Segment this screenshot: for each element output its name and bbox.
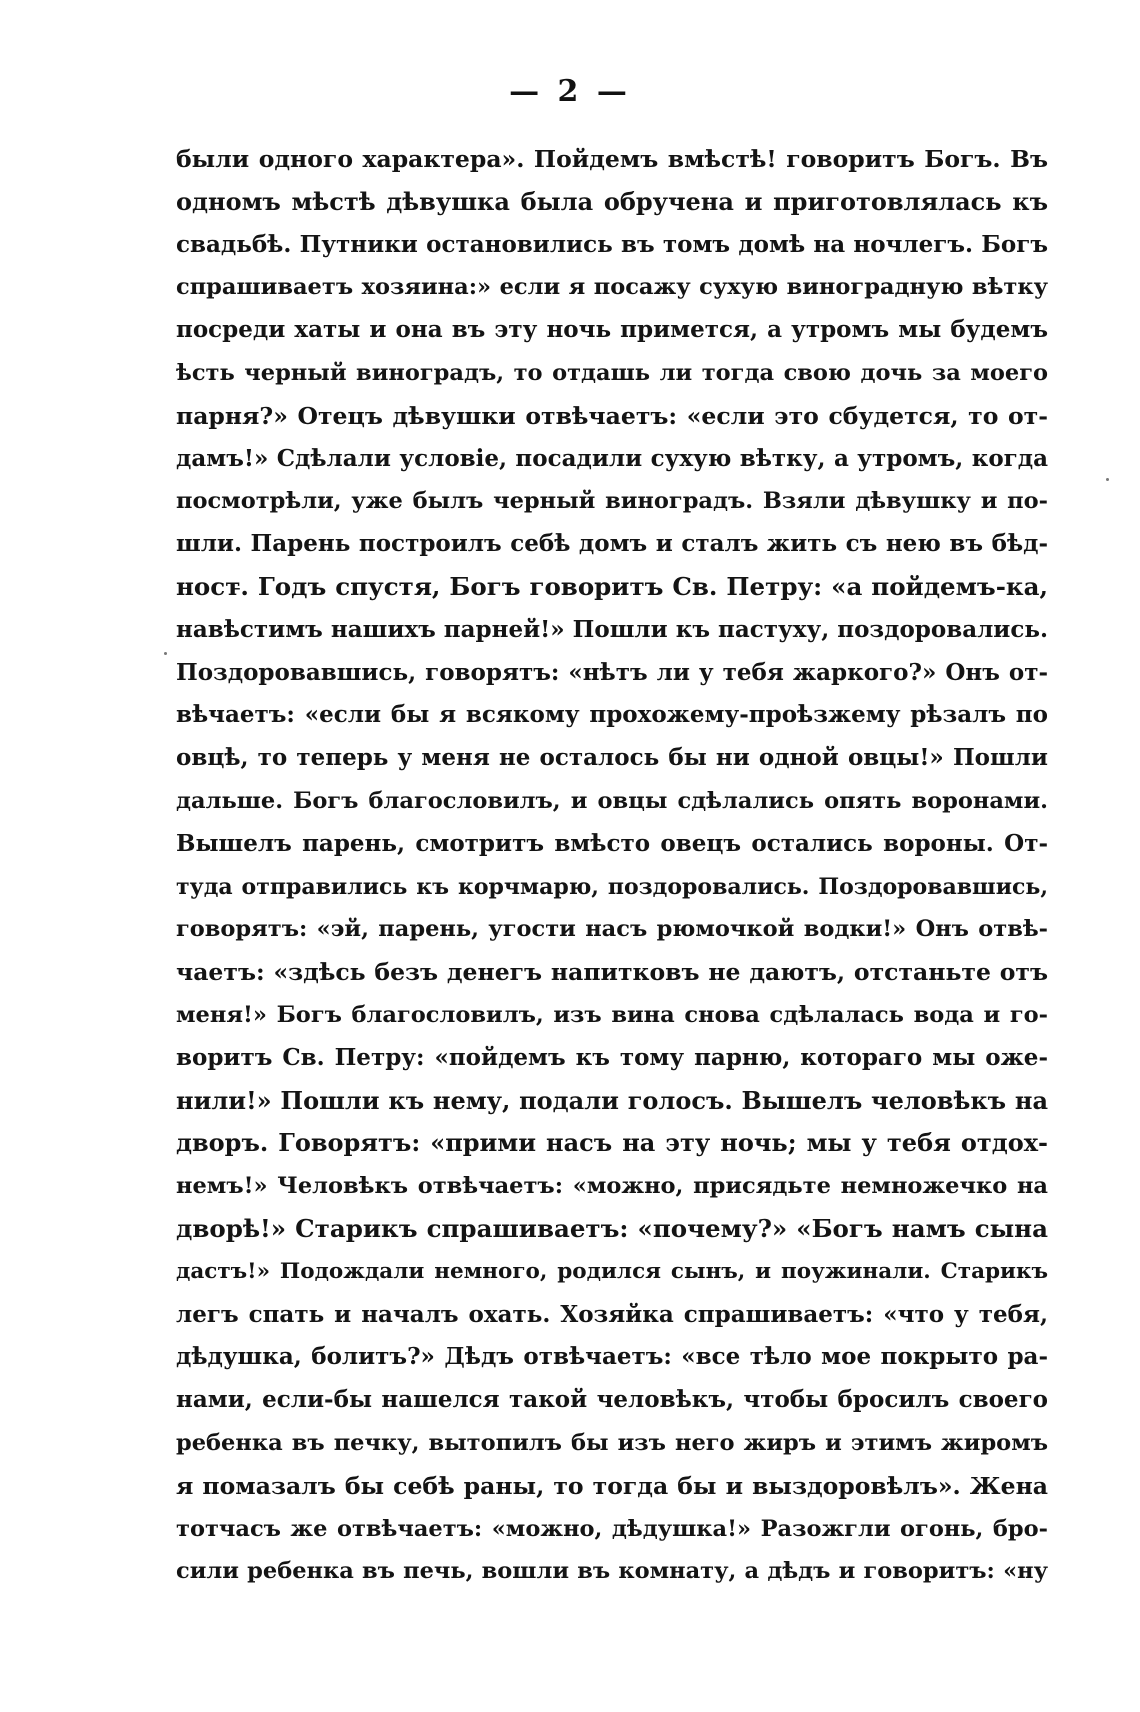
text-line: дальше. Богъ благословилъ, и овцы сдѣлались опять воронами.	[176, 787, 1048, 814]
text-line: меня!» Богъ благословилъ, изъ вина снова сдѣлалась вода и го-	[176, 1001, 1048, 1028]
text-line: посреди хаты и она въ эту ночь примется, а утромъ мы будемъ	[176, 316, 1048, 344]
page-number: — 2 —	[509, 74, 631, 109]
text-line: немъ!» Человѣкъ отвѣчаетъ: «можно, присядьте немножечко на	[176, 1173, 1048, 1200]
text-line: парня?» Отецъ дѣвушки отвѣчаетъ: «если это сбудется, то от-	[176, 401, 1048, 430]
text-line: спрашиваетъ хозяина:» если я посажу сухую виноградную вѣтку	[176, 274, 1048, 301]
margin-speck	[164, 652, 167, 655]
text-line: нили!» Пошли къ нему, подали голосъ. Вышелъ человѣкъ на	[176, 1085, 1048, 1115]
text-line: свадьбѣ. Путники остановились въ томъ домѣ на ночлегъ. Богъ	[176, 230, 1048, 258]
text-line: вѣчаетъ: «если бы я всякому прохожему-проѣзжему рѣзалъ по	[176, 701, 1048, 729]
text-line: воритъ Св. Петру: «пойдемъ къ тому парню, котораго мы оже-	[176, 1043, 1048, 1071]
text-line: ност̵. Годъ спустя, Богъ говоритъ Св. Петру: «а пойдемъ-ка,	[176, 571, 1048, 601]
margin-speck	[1106, 478, 1109, 481]
text-line: туда отправились къ корчмарю, поздоровались. Поздоровавшись,	[176, 873, 1048, 900]
text-line: легъ спать и началъ охать. Хозяйка спрашиваетъ: «что у тебя,	[176, 1300, 1048, 1328]
text-line: посмотрѣли, уже былъ черный виноградъ. Взяли дѣвушку и по-	[176, 488, 1048, 515]
text-line: нами, если-бы нашелся такой человѣкъ, чтобы бросилъ своего	[176, 1386, 1048, 1414]
body-text	[176, 138, 1048, 1593]
text-line: дворъ. Говорятъ: «прими насъ на эту ночь; мы у тебя отдох-	[176, 1128, 1048, 1158]
text-line: одномъ мѣстѣ дѣвушка была обручена и приготовлялась къ	[176, 186, 1048, 216]
text-line: Поздоровавшись, говорятъ: «нѣтъ ли у тебя жаркого?» Онъ от-	[176, 658, 1048, 686]
text-line: чаетъ: «здѣсь безъ денегъ напитковъ не даютъ, отстаньте отъ	[176, 958, 1048, 987]
text-line: овцѣ, то теперь у меня не осталось бы ни одной овцы!» Пошли	[176, 744, 1048, 772]
text-line: Вышелъ парень, смотритъ вмѣсто овецъ остались вороны. От-	[176, 829, 1048, 857]
text-line: дастъ!» Подождали немного, родился сынъ, и поужинали. Старикъ	[176, 1258, 1048, 1284]
text-line: ѣсть черный виноградъ, то отдашь ли тогда свою дочь за моего	[176, 359, 1048, 386]
text-line: дворѣ!» Старикъ спрашиваетъ: «почему?» «Богъ намъ сына	[176, 1213, 1048, 1243]
text-line: я помазалъ бы себѣ раны, то тогда бы и выздоровѣлъ». Жена	[176, 1471, 1048, 1500]
text-line: дамъ!» Сдѣлали условіе, посадили сухую вѣтку, а утромъ, когда	[176, 444, 1048, 472]
text-line: дѣдушка, болитъ?» Дѣдъ отвѣчаетъ: «все тѣло мое покрыто ра-	[176, 1343, 1048, 1371]
text-line: навѣстимъ нашихъ парней!» Пошли къ пастуху, поздоровались.	[176, 615, 1048, 643]
text-line: шли. Парень построилъ себѣ домъ и сталъ жить съ нею въ бѣд-	[176, 530, 1048, 558]
text-line: были одного характера». Пойдемъ вмѣстѣ! говоритъ Богъ. Въ	[176, 145, 1048, 173]
text-line: ребенка въ печку, вытопилъ бы изъ него жиръ и этимъ жиромъ	[176, 1429, 1048, 1456]
text-line: тотчасъ же отвѣчаетъ: «можно, дѣдушка!» Разожгли огонь, бро-	[176, 1515, 1048, 1542]
text-line: сили ребенка въ печь, вошли въ комнату, а дѣдъ и говоритъ: «ну	[176, 1558, 1048, 1585]
text-line: говорятъ: «эй, парень, угости насъ рюмочкой водки!» Онъ отвѣ-	[176, 916, 1048, 943]
